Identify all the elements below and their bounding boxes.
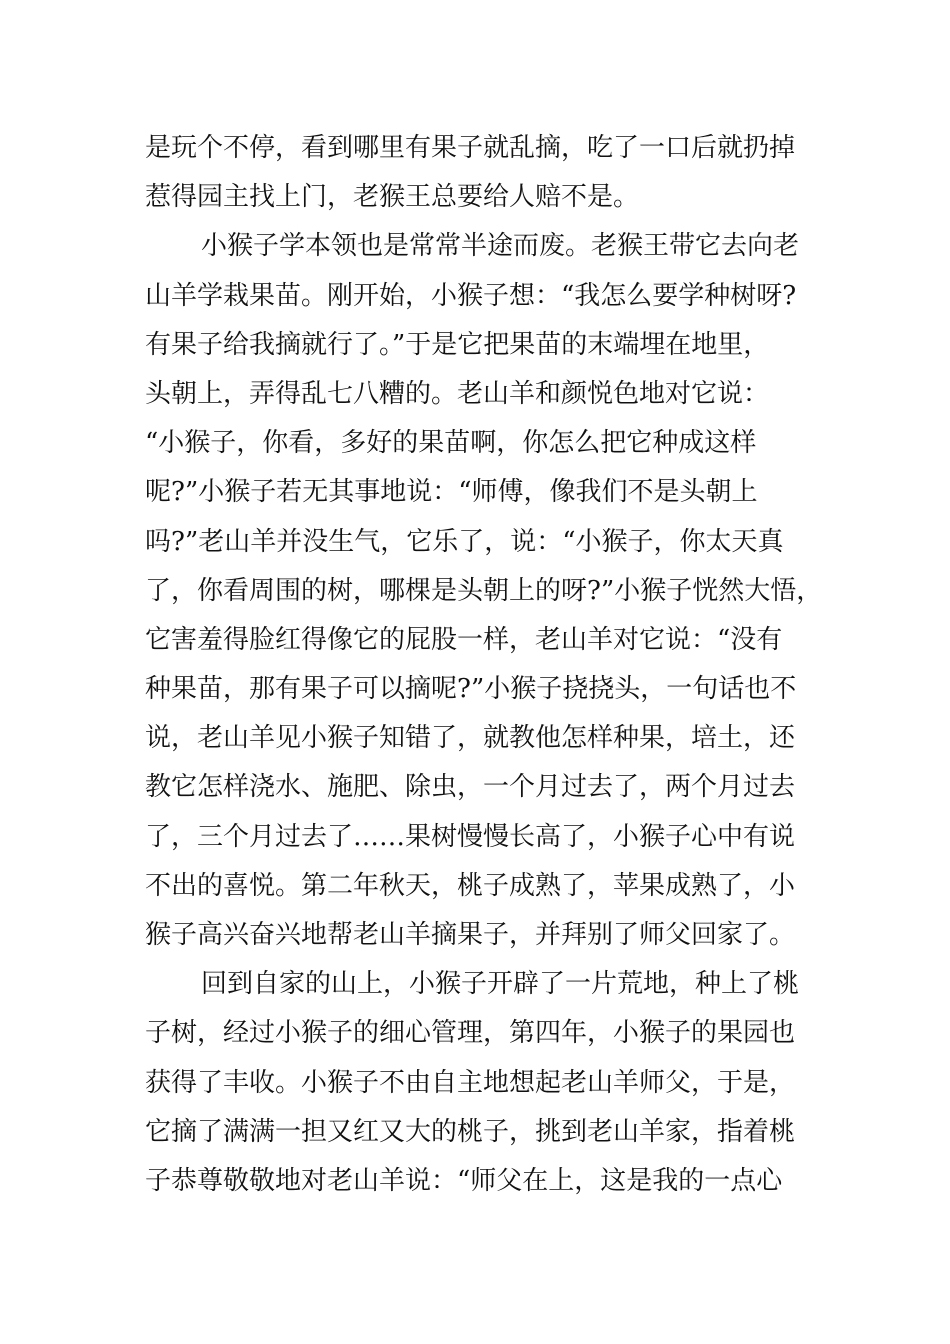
text-line-11: 它害羞得脸红得像它的屁股一样，老山羊对它说：“没有 <box>145 624 783 655</box>
text-line-2: 惹得园主找上门，老猴王总要给人赔不是。 <box>145 182 640 213</box>
text-line-7: “小猴子，你看，多好的果苗啊，你怎么把它种成这样 <box>145 428 757 459</box>
text-line-14: 教它怎样浇水、施肥、除虫，一个月过去了，两个月过去 <box>145 772 796 803</box>
text-line-21: 它摘了满满一担又红又大的桃子，挑到老山羊家，指着桃 <box>145 1116 796 1147</box>
text-line-8: 呢?”小猴子若无其事地说：“师傅，像我们不是头朝上 <box>145 477 758 508</box>
text-line-3-paragraph-start: 小猴子学本领也是常常半途而废。老猴王带它去向老 <box>201 231 800 262</box>
text-line-19: 子树，经过小猴子的细心管理，第四年，小猴子的果园也 <box>145 1018 796 1049</box>
text-line-15: 了，三个月过去了……果树慢慢长高了，小猴子心中有说 <box>145 821 796 852</box>
text-line-1: 是玩个不停，看到哪里有果子就乱摘，吃了一口后就扔掉 <box>145 133 796 163</box>
text-line-9: 吗?”老山羊并没生气，它乐了，说：“小猴子，你太天真 <box>145 526 784 557</box>
story-text <box>145 124 825 1206</box>
text-line-10: 了，你看周围的树，哪棵是头朝上的呀?”小猴子恍然大悟， <box>145 575 823 606</box>
text-line-13: 说，老山羊见小猴子知错了，就教他怎样种果，培土，还 <box>145 723 796 754</box>
text-line-17: 猴子高兴奋兴地帮老山羊摘果子，并拜别了师父回家了。 <box>145 920 796 950</box>
text-line-20: 获得了丰收。小猴子不由自主地想起老山羊师父，于是， <box>145 1067 796 1098</box>
text-line-22: 子恭尊敬敬地对老山羊说：“师父在上，这是我的一点心 <box>145 1165 783 1196</box>
text-line-6: 头朝上，弄得乱七八糟的。老山羊和颜悦色地对它说： <box>145 378 770 409</box>
text-line-5: 有果子给我摘就行了。”于是它把果苗的末端埋在地里， <box>145 329 770 360</box>
text-line-12: 种果苗，那有果子可以摘呢?”小猴子挠挠头，一句话也不 <box>145 674 797 705</box>
text-line-4: 山羊学栽果苗。刚开始，小猴子想：“我怎么要学种树呀? <box>145 280 797 311</box>
text-line-16: 不出的喜悦。第二年秋天，桃子成熟了，苹果成熟了，小 <box>145 870 796 901</box>
text-line-18-paragraph-start: 回到自家的山上，小猴子开辟了一片荒地，种上了桃 <box>201 969 800 1000</box>
